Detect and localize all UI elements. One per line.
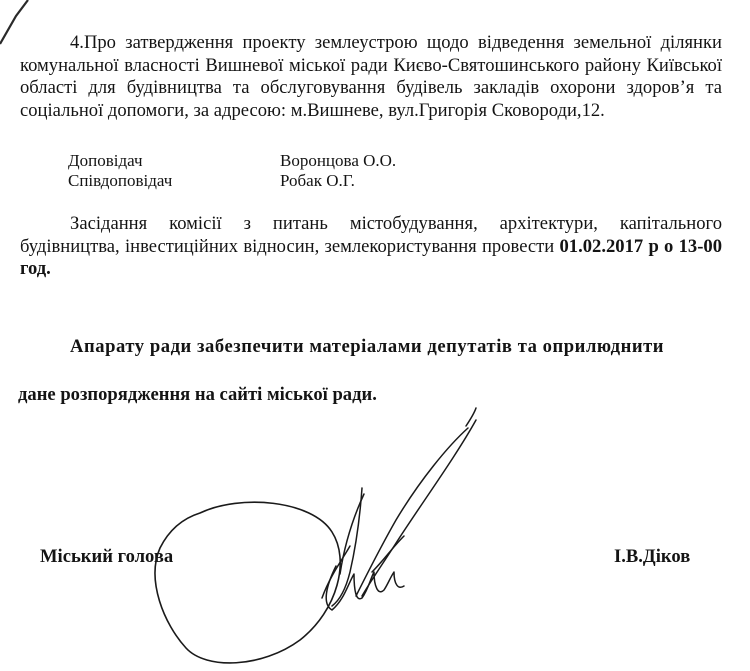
agenda-item-4: 4.Про затвердження проекту землеустрою щодо відведення земельної ділянки комунальної власності Вишневої міської ради Києво-Святошинського району Київської області для будівництва та обслуговування будівель закладів охорони здоров’я та соціальної допомоги, за адресою: м.Вишневе, вул.Григорія Сковороди,12.: [20, 32, 722, 121]
speaker-row: [68, 151, 396, 171]
signoff-title: Міський голова: [40, 546, 174, 567]
order-line-1: Апарату ради забезпечити матеріалами депутатів та оприлюднити: [70, 336, 665, 357]
order-line-2: дане розпорядження на сайті міської ради.: [18, 384, 377, 405]
cospeaker-name: Робак О.Г.: [280, 171, 355, 190]
signoff-name: І.В.Діков: [614, 546, 691, 567]
meeting-paragraph: [20, 213, 722, 281]
seal-outline: [155, 502, 340, 663]
speaker-name: Воронцова О.О.: [280, 151, 397, 170]
meeting-text: Засідання комісії з питань містобудування, архітектури, капітального будівництва, інвестиційних відносин, землекористування провести: [20, 213, 722, 257]
meeting-datetime: 01.02.2017 р о 13-00 год.: [20, 235, 722, 280]
cospeaker-label: Співдоповідач: [68, 171, 173, 190]
signature: [322, 408, 476, 610]
speaker-label: Доповідач: [68, 151, 143, 170]
cospeaker-row: [68, 171, 355, 191]
